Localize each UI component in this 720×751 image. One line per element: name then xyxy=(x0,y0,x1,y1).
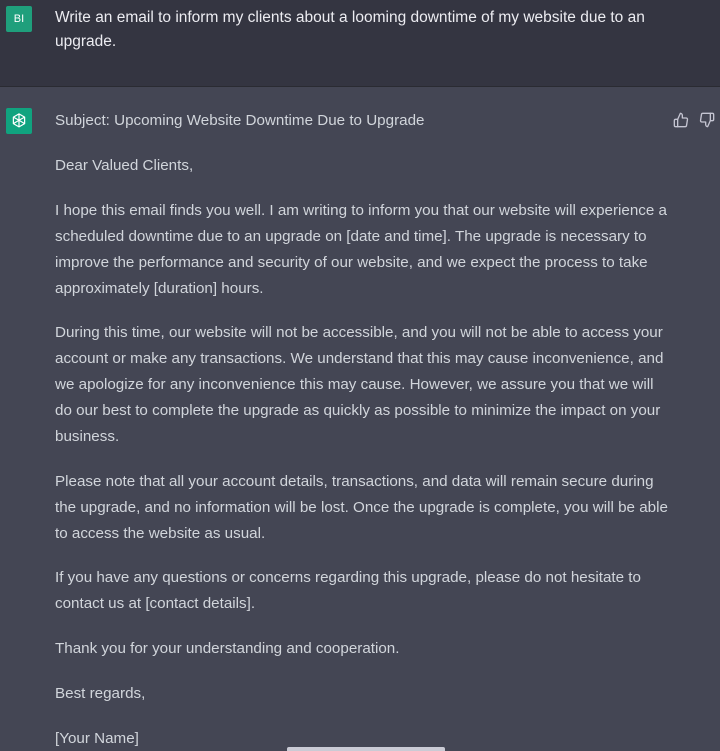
thumbs-up-icon[interactable] xyxy=(672,111,690,129)
thumbs-down-icon[interactable] xyxy=(698,111,716,129)
email-paragraph-2: During this time, our website will not be accessible, and you will not be able to access your account or make any transactions. We understand that this may cause inconvenience, and we apologize for any inconvenience this may cause. However, we assure you that we will do our best to complete the upgrade as quickly as possible to minimize the impact on your business. xyxy=(55,324,664,445)
email-signature: [Your Name] xyxy=(55,730,139,747)
email-closing: Best regards, xyxy=(55,685,146,702)
email-paragraph-1: I hope this email finds you well. I am writing to inform you that our website will experience a scheduled downtime due to an upgrade on [date and time]. The upgrade is necessary to improve the performance and security of our website, and we expect the process to take approximately [duration] hours. xyxy=(55,202,668,297)
assistant-message-row xyxy=(0,87,720,751)
email-greeting: Dear Valued Clients, xyxy=(55,157,194,174)
email-subject-line: Subject: Upcoming Website Downtime Due to Upgrade xyxy=(55,112,425,129)
user-message-row xyxy=(0,0,720,87)
user-message-text: Write an email to inform my clients about a looming downtime of my website due to an upgrade. xyxy=(55,9,645,50)
email-paragraph-4: If you have any questions or concerns regarding this upgrade, please do not hesitate to contact us at [contact details]. xyxy=(55,569,641,612)
email-thanks: Thank you for your understanding and cooperation. xyxy=(55,640,400,657)
email-paragraph-3: Please note that all your account details, transactions, and data will remain secure during the upgrade, and no information will be lost. Once the upgrade is complete, you will be able to access the website as usual. xyxy=(55,473,668,542)
user-avatar: BI xyxy=(6,6,32,32)
scroll-indicator[interactable] xyxy=(287,747,445,751)
chatgpt-logo-icon xyxy=(6,108,32,134)
